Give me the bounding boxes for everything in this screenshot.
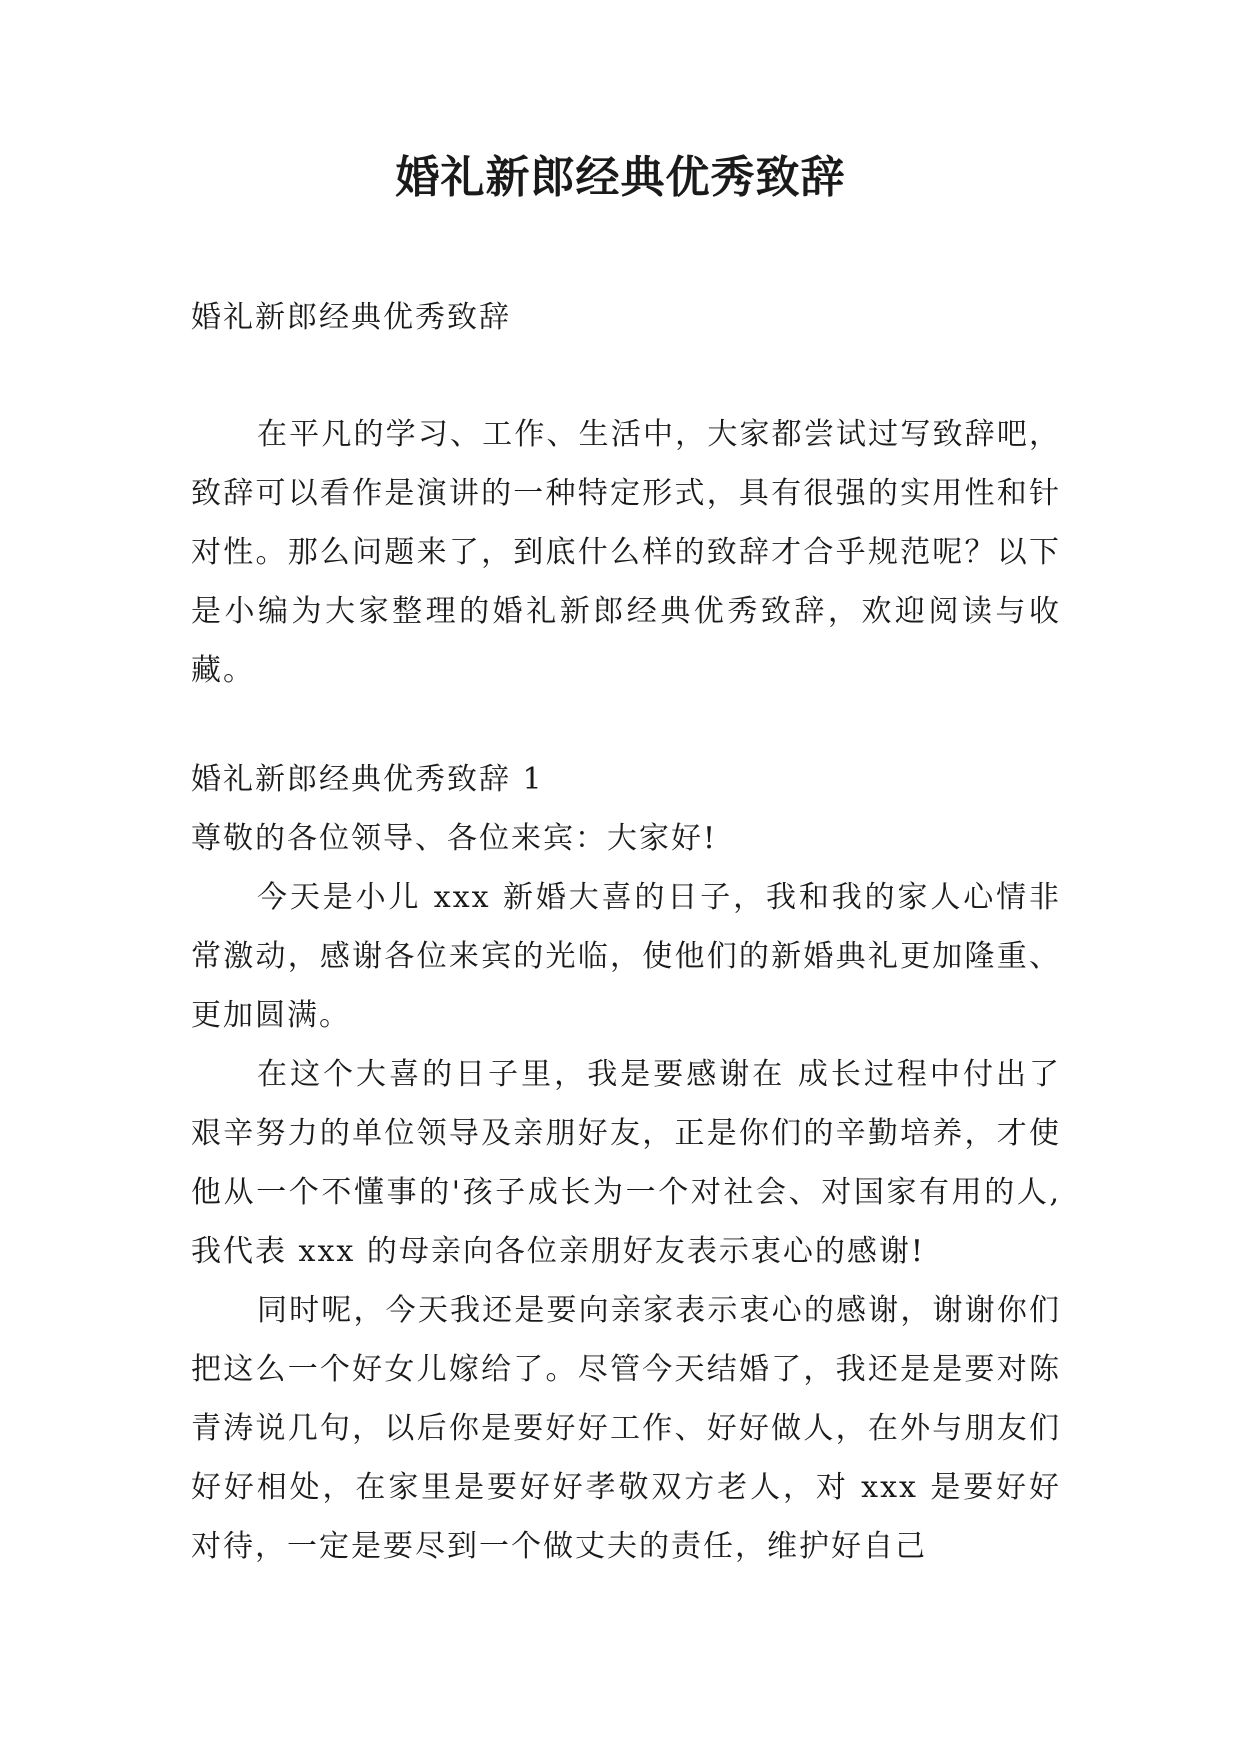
- speech-section: [191, 750, 1061, 1576]
- document-subtitle: [191, 288, 1061, 347]
- subtitle-text: 婚礼新郎经典优秀致辞: [191, 300, 511, 335]
- section-heading: 婚礼新郎经典优秀致辞 1: [191, 762, 544, 797]
- body-paragraph: 在这个大喜的日子里，我是要感谢在 成长过程中付出了艰辛努力的单位领导及亲朋好友，正是你们的辛勤培养，才使他从一个不懂事的'孩子成长为一个对社会、对国家有用的人,我代表 xxx 的母亲向各位亲朋好友表示衷心的感谢!: [191, 1057, 1061, 1269]
- document-title: 婚礼新郎经典优秀致辞: [395, 152, 846, 203]
- intro-block: [191, 405, 1061, 700]
- body-paragraph: 今天是小儿 xxx 新婚大喜的日子，我和我的家人心情非常激动，感谢各位来宾的光临，使他们的新婚典礼更加隆重、更加圆满。: [191, 880, 1061, 1033]
- intro-paragraph: 在平凡的学习、工作、生活中，大家都尝试过写致辞吧，致辞可以看作是演讲的一种特定形式，具有很强的实用性和针对性。那么问题来了，到底什么样的致辞才合乎规范呢？以下是小编为大家整理的婚礼新郎经典优秀致辞，欢迎阅读与收藏。: [191, 417, 1061, 688]
- body-paragraph: 同时呢，今天我还是要向亲家表示衷心的感谢，谢谢你们把这么一个好女儿嫁给了。尽管今天结婚了，我还是是要对陈青涛说几句，以后你是要好好工作、好好做人，在外与朋友们好好相处，在家里是要好好孝敬双方老人，对 xxx 是要好好对待，一定是要尽到一个做丈夫的责任，维护好自己: [191, 1293, 1061, 1564]
- greeting-line: 尊敬的各位领导、各位来宾：大家好!: [191, 821, 718, 856]
